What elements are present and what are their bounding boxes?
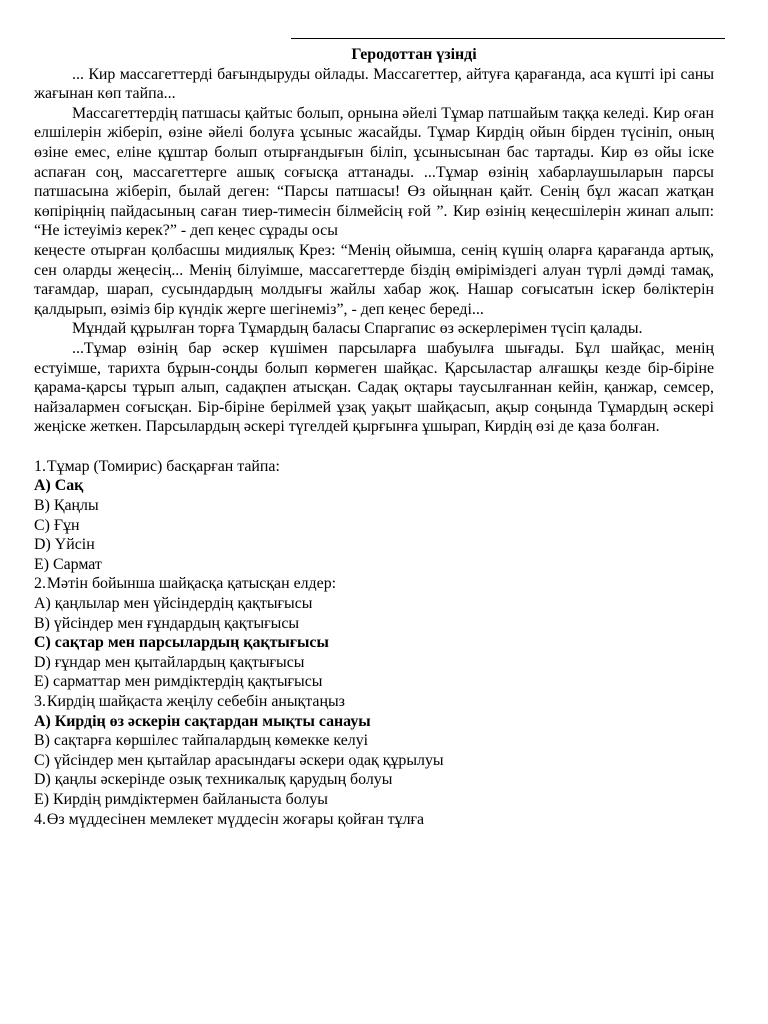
- question-number: 3.: [34, 693, 46, 710]
- question-text: Мәтін бойынша шайқасқа қатысқан елдер:: [46, 575, 337, 593]
- question-number: 1.: [34, 457, 46, 475]
- answer-option: D) Үйсін: [34, 536, 95, 554]
- answer-option: E) Кирдің римдіктермен байланыста болуы: [34, 790, 328, 808]
- answer-option: A) Сақ: [34, 477, 84, 495]
- answer-option: B) үйсіндер мен ғұндардың қақтығысы: [34, 614, 300, 632]
- paragraph: ...Тұмар өзінің бар әскер күшімен парсыларға шабуылға шығады. Бұл шайқас, менің естуімше, тарихта бұрын-соңды болып көрмеген шайқас. Қарсыластар алғашқы кезде бір-біріне қарама-қарсы тұрып алып, садақпен атысқан. Садақ оқтары таусылғаннан кейін, қанжар, семсер, найзалармен соғысқан. Бір-біріне берілмей ұзақ уақыт шайқасып, ақыр соңында Тұмардың әскері жеңіске жеткен. Парсылардың әскері түгелдей қырғынға ұшырап, Кирдің өзі де қаза болған.: [34, 339, 714, 436]
- question-4: [34, 810, 714, 830]
- question-text: Тұмар (Томирис) басқарған тайпа:: [46, 457, 280, 475]
- paragraph: кеңесте отырған қолбасшы мидиялық Крез: “Менің ойымша, сенің күшің оларға қарағанда артық, сен оларды жеңесің... Менің білуімше, массагеттерде біздің өміріміздегі алуан түрлі дәмді тамақ, тағамдар, шарап, сусындардың молдығы жайлы хабар жоқ. Нашар соғысатын іскер бөліктерін қалдырып, өзіміз бір күндік жерге шегінеміз”, - деп кеңес береді...: [34, 241, 714, 318]
- answer-option: C) Ғұн: [34, 516, 80, 534]
- answer-option: B) Қаңлы: [34, 497, 99, 515]
- answer-option: B) сақтарға көршілес тайпалардың көмекке келуі: [34, 732, 369, 750]
- top-rule: [291, 38, 725, 39]
- answer-option: A) Кирдің өз әскерін сақтардан мықты санауы: [34, 712, 371, 730]
- question-2: [34, 574, 714, 594]
- questions-section: [34, 457, 714, 829]
- answer-option: E) сарматтар мен римдіктердің қақтығысы: [34, 673, 323, 691]
- question-1: [34, 457, 714, 477]
- paragraph: ... Кир массагеттерді бағындыруды ойлады. Массагеттер, айтуға қарағанда, аса күшті ірі саны жағынан көп тайпа...: [34, 65, 714, 103]
- answer-option: D) ғұндар мен қытайлардың қақтығысы: [34, 653, 305, 671]
- question-text: Кирдің шайқаста жеңілу себебін анықтаңыз: [46, 693, 345, 710]
- document-page: [34, 38, 714, 829]
- question-number: 2.: [34, 575, 46, 593]
- answer-option: D) қаңлы әскерінде озық техникалық қарудың болуы: [34, 771, 393, 789]
- answer-option: E) Сармат: [34, 555, 102, 573]
- question-text: Өз мүддесінен мемлекет мүддесін жоғары қойған тұлға: [46, 810, 425, 828]
- paragraph: Массагеттердің патшасы қайтыс болып, орнына әйелі Тұмар патшайым таққа келеді. Кир оған елшілерін жіберіп, өзіне әйелі болуға ұсыныс жасайды. Тұмар Кирдің ойын бірден түсініп, оның өзіне емес, еліне құштар болып отырғандығын біліп, ұсынысынан бас тартады. Кир өз ойы іске аспаған соң, массагеттерге ашық соғысқа аттанады. ...Тұмар өзінің хабарлаушыларын парсы патшасына жіберіп, былай деген: “Парсы патшасы! Өз ойыңнан қайт. Сенің бұл жасап жатқан көпіріңнің пайдасының саған тиер-тимесін білмейсің ғой ”. Кир өзінің кеңесшілерін жинап алып: “Не істеуіміз керек?” - деп кеңес сұрады осы: [34, 104, 714, 240]
- question-number: 4.: [34, 810, 46, 828]
- document-title: Геродоттан үзінді: [351, 46, 477, 63]
- answer-option: C) сақтар мен парсылардың қақтығысы: [34, 634, 329, 652]
- answer-option: A) қаңлылар мен үйсіндердің қақтығысы: [34, 595, 313, 613]
- answer-option: C) үйсіндер мен қытайлар арасындағы әскери одақ құрылуы: [34, 751, 444, 769]
- question-list: [34, 457, 714, 829]
- spacer: [34, 437, 714, 457]
- question-3: [34, 692, 714, 712]
- paragraph: Мұндай құрылған торға Тұмардың баласы Спаргапис өз әскерлерімен түсіп қалады.: [72, 320, 643, 338]
